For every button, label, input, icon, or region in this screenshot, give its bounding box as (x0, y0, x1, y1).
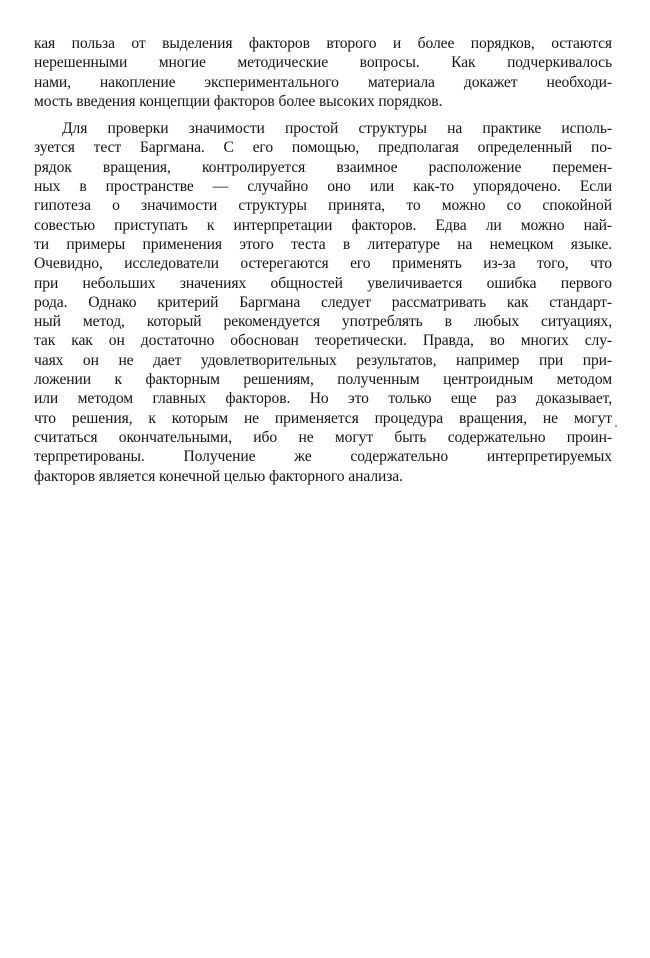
text-line: зуется тест Баргмана. С его помощью, предполагая определенный по- (34, 139, 612, 157)
text-line: ных в пространстве — случайно оно или как-то упорядочено. Если (34, 178, 612, 196)
text-line: Очевидно, исследователи остерегаются его применять из-за того, что (34, 255, 612, 273)
text-line: факторов является конечной целью факторного анализа. (34, 467, 403, 485)
text-line: гипотеза о значимости структуры принята, то можно со спокойной (34, 197, 612, 215)
text-line: мость введения концепции факторов более высоких порядков. (34, 92, 443, 110)
text-line: что решения, к которым не применяется процедура вращения, не могут (34, 409, 612, 427)
text-line: совестью приступать к интерпретации факторов. Едва ли можно най- (34, 216, 612, 234)
text-line: рядок вращения, контролируется взаимное расположение перемен- (34, 158, 612, 176)
paragraph-2 (34, 119, 612, 486)
text-line: нами, накопление экспериментального материала докажет необходи- (34, 73, 612, 91)
margin-speck (615, 425, 617, 427)
text-line: Для проверки значимости простой структуры на практике исполь- (62, 120, 612, 138)
text-line: рода. Однако критерий Баргмана следует рассматривать как стандарт- (34, 293, 612, 311)
text-line: ти примеры применения этого теста в литературе на немецком языке. (34, 235, 612, 253)
text-line: считаться окончательными, ибо не могут быть содержательно проин- (34, 428, 612, 446)
text-line: или методом главных факторов. Но это только еще раз доказывает, (34, 390, 612, 408)
text-line: так как он достаточно обоснован теоретически. Правда, во многих слу- (34, 332, 612, 350)
paragraph-gap (34, 111, 612, 119)
document-page (34, 34, 612, 486)
paragraph-1 (34, 34, 612, 111)
text-line: терпретированы. Получение же содержательно интерпретируемых (34, 448, 612, 466)
text-line: ложении к факторным решениям, полученным центроидным методом (34, 371, 612, 389)
text-line: кая польза от выделения факторов второго и более порядков, остаются (34, 35, 612, 52)
text-line: ный метод, который рекомендуется употреблять в любых ситуациях, (34, 313, 612, 331)
text-line: нерешенными многие методические вопросы. Как подчеркивалось (34, 54, 612, 72)
text-line: чаях он не дает удовлетворительных результатов, например при при- (34, 351, 612, 369)
text-line: при небольших значениях общностей увеличивается ошибка первого (34, 274, 612, 292)
